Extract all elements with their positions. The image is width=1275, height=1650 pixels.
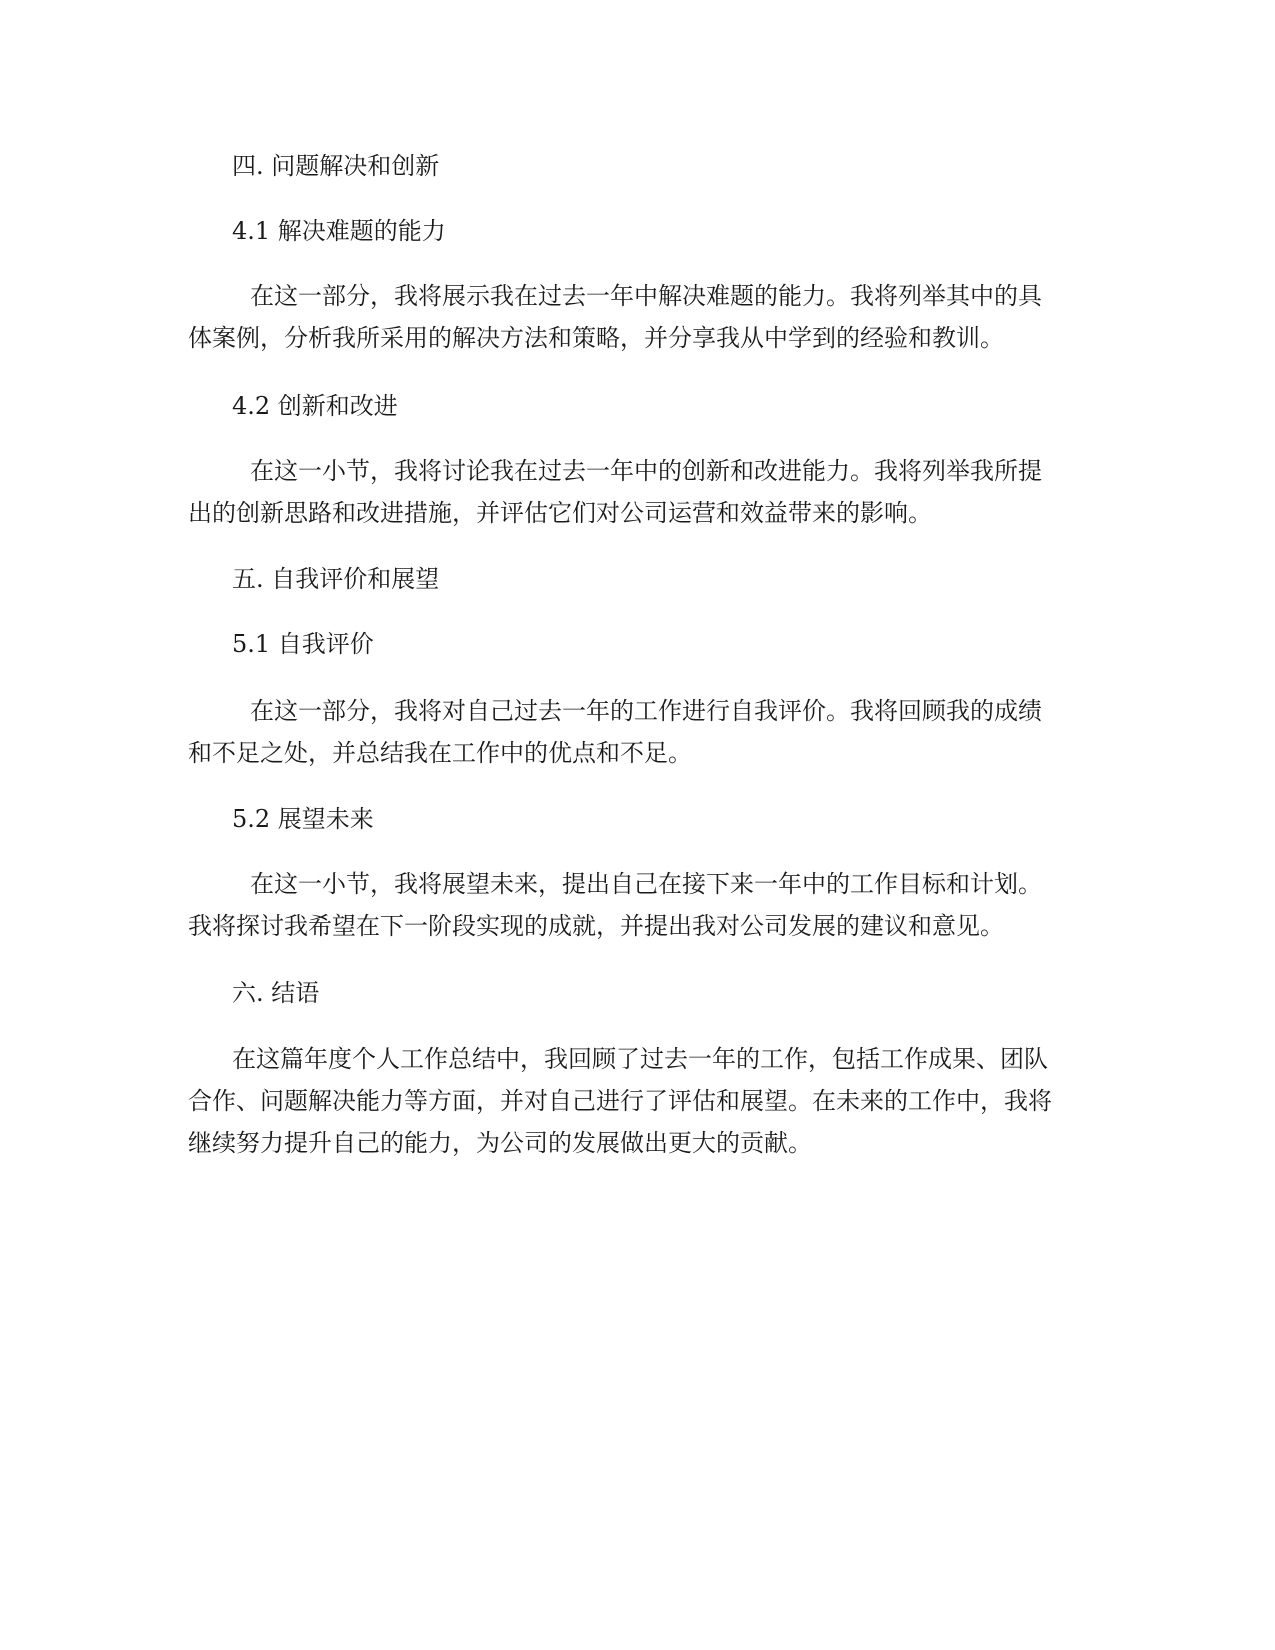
subsection-4-1-body-line-2: 体案例，分析我所采用的解决方法和策略，并分享我从中学到的经验和教训。 (188, 324, 1004, 352)
section-6-body-line-3: 继续努力提升自己的能力，为公司的发展做出更大的贡献。 (188, 1129, 812, 1157)
subsection-5-2-body-line-2: 我将探讨我希望在下一阶段实现的成就，并提出我对公司发展的建议和意见。 (188, 912, 1004, 940)
section-5-heading: 五. 自我评价和展望 (232, 565, 440, 593)
section-6-body-line-2: 合作、问题解决能力等方面，并对自己进行了评估和展望。在未来的工作中，我将 (188, 1087, 1052, 1115)
subsection-4-1-heading: 4.1 解决难题的能力 (232, 217, 446, 245)
section-6-heading: 六. 结语 (232, 979, 320, 1007)
section-6-body-line-1: 在这篇年度个人工作总结中，我回顾了过去一年的工作，包括工作成果、团队 (232, 1045, 1048, 1073)
subsection-5-1-body-line-1: 在这一部分，我将对自己过去一年的工作进行自我评价。我将回顾我的成绩 (250, 697, 1042, 725)
subsection-4-2-body-line-2: 出的创新思路和改进措施，并评估它们对公司运营和效益带来的影响。 (188, 499, 932, 527)
subsection-5-1-heading: 5.1 自我评价 (232, 630, 374, 658)
section-4-heading: 四. 问题解决和创新 (232, 152, 440, 180)
subsection-5-2-body-line-1: 在这一小节，我将展望未来，提出自己在接下来一年中的工作目标和计划。 (250, 870, 1042, 898)
subsection-4-2-body-line-1: 在这一小节，我将讨论我在过去一年中的创新和改进能力。我将列举我所提 (250, 457, 1042, 485)
subsection-5-2-heading: 5.2 展望未来 (232, 805, 374, 833)
subsection-4-2-heading: 4.2 创新和改进 (232, 392, 398, 420)
subsection-4-1-body-line-1: 在这一部分，我将展示我在过去一年中解决难题的能力。我将列举其中的具 (250, 282, 1042, 310)
subsection-5-1-body-line-2: 和不足之处，并总结我在工作中的优点和不足。 (188, 739, 692, 767)
